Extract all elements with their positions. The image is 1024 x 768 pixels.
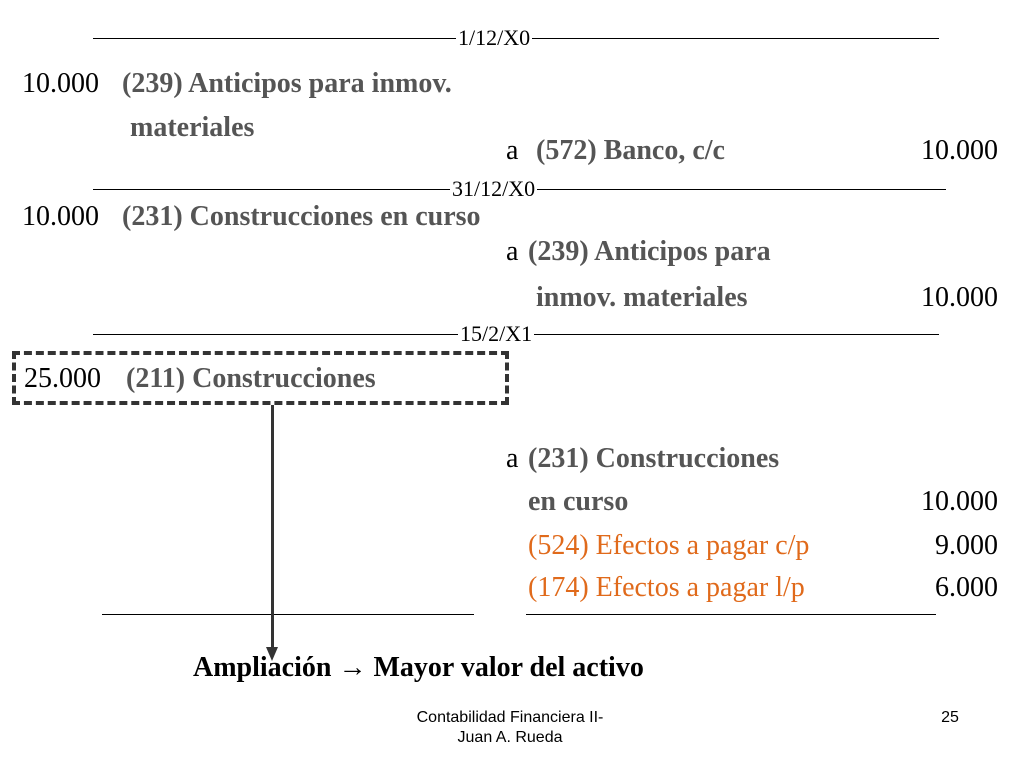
debit-account-continued: materiales (130, 112, 255, 143)
debit-account: (239) Anticipos para inmov. (122, 68, 452, 99)
credit-prefix: a (506, 135, 519, 166)
debit-account: (231) Construcciones en curso (122, 201, 481, 232)
debit-amount: 10.000 (22, 201, 99, 232)
credit-account-continued: en curso (528, 486, 629, 517)
closing-line-left (102, 614, 474, 615)
credit-account-tertiary: (174) Efectos a pagar l/p (528, 572, 805, 603)
arrow-line (271, 405, 274, 651)
credit-amount: 10.000 (921, 135, 998, 166)
credit-amount: 10.000 (921, 282, 998, 313)
page-number: 25 (941, 709, 959, 726)
entry-date: 31/12/X0 (452, 176, 536, 201)
conclusion-right: Mayor valor del activo (373, 652, 644, 683)
credit-prefix: a (506, 443, 519, 474)
debit-account: (211) Construcciones (126, 363, 376, 394)
right-arrow-icon: → (338, 652, 367, 683)
credit-amount: 10.000 (921, 486, 998, 517)
credit-account: (572) Banco, c/c (536, 135, 725, 166)
credit-prefix: a (506, 236, 519, 267)
debit-amount: 10.000 (22, 68, 99, 99)
entry-date: 15/2/X1 (460, 321, 533, 346)
footer-credit (380, 708, 640, 748)
credit-account: (231) Construcciones (528, 443, 780, 474)
credit-amount-tertiary: 6.000 (935, 572, 998, 603)
debit-amount: 25.000 (24, 363, 101, 394)
footer-line-1: Contabilidad Financiera II- (416, 709, 604, 726)
credit-amount-secondary: 9.000 (935, 530, 998, 561)
entry-date: 1/12/X0 (458, 25, 531, 50)
credit-account-secondary: (524) Efectos a pagar c/p (528, 530, 810, 561)
credit-account: (239) Anticipos para (528, 236, 771, 267)
credit-account-continued: inmov. materiales (536, 282, 748, 313)
conclusion-left: Ampliación (193, 652, 332, 683)
closing-line-right (526, 614, 936, 615)
footer-line-2: Juan A. Rueda (457, 729, 563, 746)
conclusion-text (193, 652, 644, 684)
